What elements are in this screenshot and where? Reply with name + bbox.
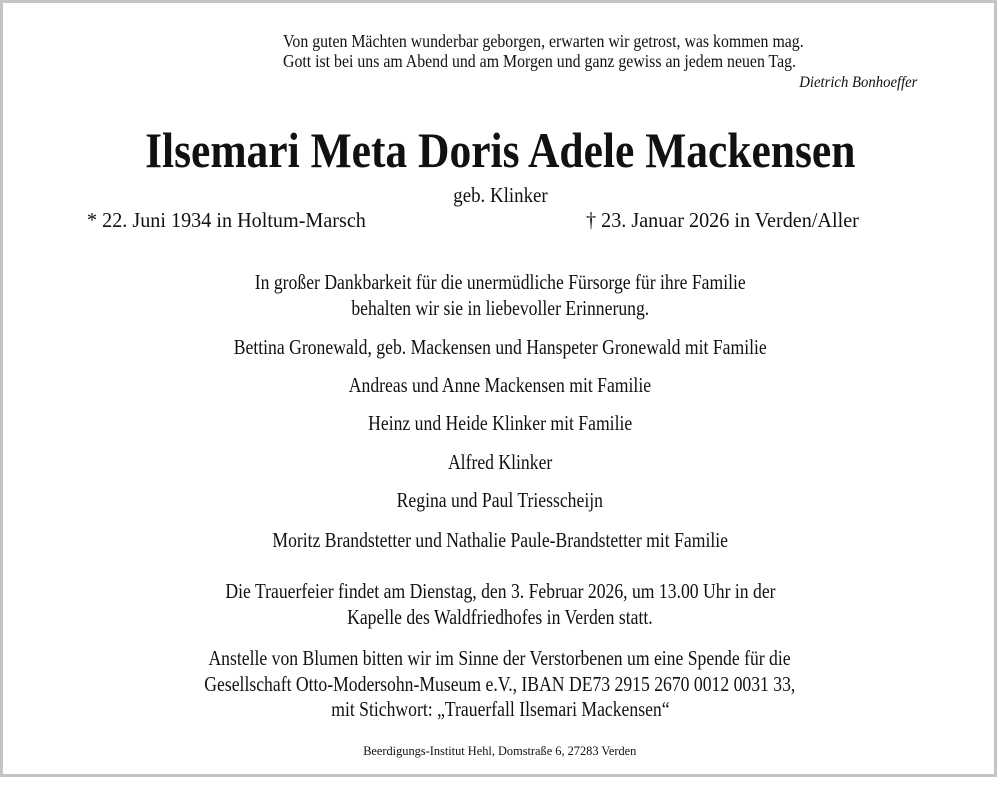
- donation-line-1: [0, 648, 1000, 669]
- mourner-5: [0, 490, 1000, 511]
- funeral-line-2: [0, 607, 1000, 628]
- donation-line-2: [0, 674, 1000, 695]
- mourner-text: Alfred Klinker: [447, 450, 553, 474]
- quote-author: [600, 75, 917, 91]
- quote-text-1: Von guten Mächten wunderbar geborgen, erwarten wir getrost, was kommen mag.: [283, 31, 804, 51]
- quote-author-text: Dietrich Bonhoeffer: [798, 74, 917, 91]
- dedication-text-1: In großer Dankbarkeit für die unermüdliche Fürsorge für ihre Familie: [254, 270, 746, 294]
- deceased-name-text: Ilsemari Meta Doris Adele Mackensen: [144, 122, 856, 178]
- mourner-text: Moritz Brandstetter und Nathalie Paule-Brandstetter mit Familie: [272, 528, 728, 552]
- mourner-4: [0, 452, 1000, 473]
- mourner-2: [0, 375, 1000, 396]
- quote-line-2: [283, 52, 963, 70]
- birth-date-text: * 22. Juni 1934 in Holtum-Marsch: [87, 208, 366, 232]
- mourner-text: Andreas und Anne Mackensen mit Familie: [348, 373, 652, 397]
- mourner-text: Heinz und Heide Klinker mit Familie: [367, 411, 633, 435]
- birth-date: [87, 210, 377, 231]
- donation-text-3: mit Stichwort: „Trauerfall Ilsemari Mackensen“: [330, 697, 670, 721]
- maiden-name: [0, 185, 1000, 206]
- donation-text-2: Gesellschaft Otto-Modersohn-Museum e.V., IBAN DE73 2915 2670 0012 0031 33,: [204, 672, 796, 696]
- death-date-text: † 23. Januar 2026 in Verden/Aller: [586, 208, 859, 232]
- funeral-home-footer: [0, 744, 1000, 757]
- funeral-home-text: Beerdigungs-Institut Hehl, Domstraße 6, 27283 Verden: [363, 743, 637, 758]
- dedication-text-2: behalten wir sie in liebevoller Erinnerung.: [351, 296, 649, 320]
- dedication-line-1: [0, 272, 1000, 293]
- donation-text-1: Anstelle von Blumen bitten wir im Sinne der Verstorbenen um eine Spende für die: [208, 646, 792, 670]
- death-date: [586, 210, 870, 231]
- deceased-name: [0, 122, 1000, 178]
- quote-text-2: Gott ist bei uns am Abend und am Morgen und ganz gewiss an jedem neuen Tag.: [283, 51, 797, 71]
- funeral-line-1: [0, 581, 1000, 602]
- funeral-text-1: Die Trauerfeier findet am Dienstag, den 3. Februar 2026, um 13.00 Uhr in der: [224, 579, 776, 603]
- mourner-6: [0, 530, 1000, 551]
- funeral-text-2: Kapelle des Waldfriedhofes in Verden statt.: [347, 605, 653, 629]
- maiden-name-text: geb. Klinker: [452, 183, 548, 207]
- donation-line-3: [0, 699, 1000, 720]
- mourner-1: [0, 337, 1000, 358]
- mourner-text: Bettina Gronewald, geb. Mackensen und Hanspeter Gronewald mit Familie: [233, 335, 767, 359]
- quote-line-1: [283, 32, 963, 50]
- mourner-3: [0, 413, 1000, 434]
- mourner-text: Regina und Paul Triesscheijn: [396, 488, 604, 512]
- dedication-line-2: [0, 298, 1000, 319]
